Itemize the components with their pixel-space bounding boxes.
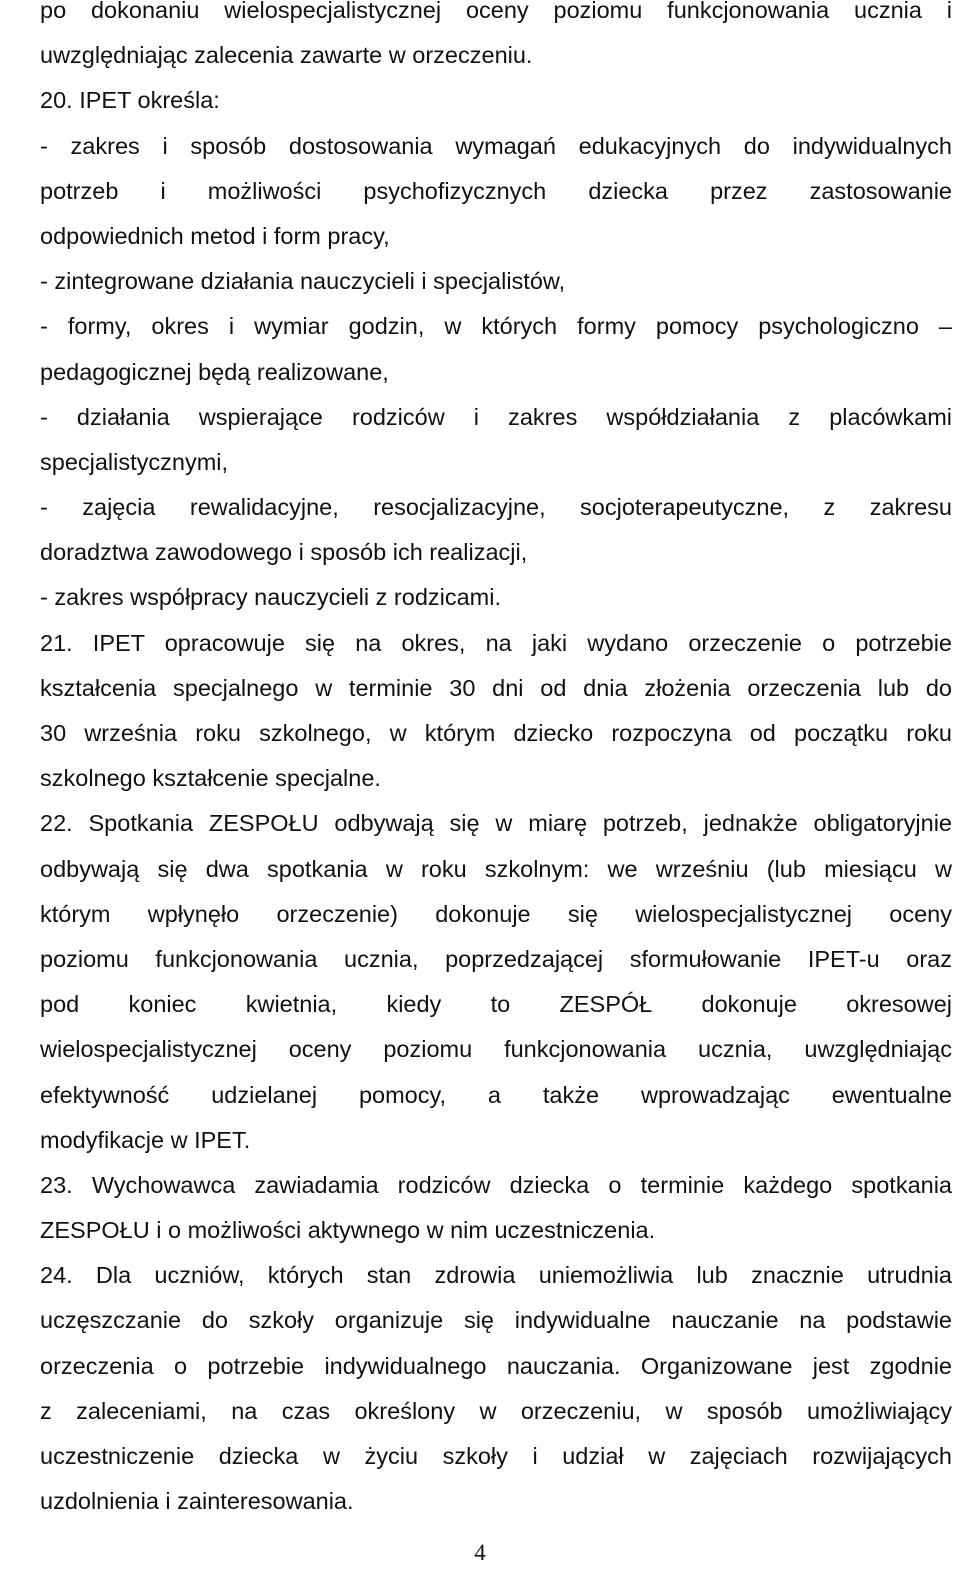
paragraph-22: 22. Spotkania ZESPOŁU odbywają się w miarę potrzeb, jednakże obligatoryjnie [40,810,952,837]
text-line: orzeczenia o potrzebie indywidualnego nauczania. Organizowane jest zgodnie [40,1352,952,1379]
text-line: odpowiednich metod i form pracy, [40,222,390,249]
page-number: 4 [474,1540,486,1565]
text-line: uzdolnienia i zainteresowania. [40,1488,354,1515]
text-line: 30 września roku szkolnego, w którym dziecko rozpoczyna od początku roku [40,720,952,746]
paragraph-24: 24. Dla uczniów, których stan zdrowia uniemożliwia lub znacznie utrudnia [40,1262,952,1289]
text-line: doradztwa zawodowego i sposób ich realizacji, [40,539,528,566]
section-heading-20: 20. IPET określa: [40,87,220,114]
text-line: uwzględniając zalecenia zawarte w orzeczeniu. [40,42,533,69]
list-item: - zajęcia rewalidacyjne, resocjalizacyjne, socjoterapeutyczne, z zakresu [40,494,952,521]
text-line: wielospecjalistycznej oceny poziomu funkcjonowania ucznia, uwzględniając [40,1036,952,1063]
text-line: poziomu funkcjonowania ucznia, poprzedzającej sformułowanie IPET-u oraz [40,945,952,972]
text-line: po dokonaniu wielospecjalistycznej oceny poziomu funkcjonowania ucznia i [40,0,952,23]
paragraph-23: 23. Wychowawca zawiadamia rodziców dziecka o terminie każdego spotkania [40,1171,952,1198]
text-line: szkolnego kształcenie specjalne. [40,765,381,792]
text-line: potrzeb i możliwości psychofizycznych dziecka przez zastosowanie [40,177,952,204]
text-line: specjalistycznymi, [40,448,229,475]
text-line: ZESPOŁU i o możliwości aktywnego w nim uczestniczenia. [40,1217,656,1244]
text-line: odbywają się dwa spotkania w roku szkolnym: we wrześniu (lub miesiącu w [40,855,952,882]
text-line: efektywność udzielanej pomocy, a także wprowadzając ewentualne [40,1081,952,1108]
paragraph-21: 21. IPET opracowuje się na okres, na jaki wydano orzeczenie o potrzebie [40,629,952,656]
text-line: pedagogicznej będą realizowane, [40,358,389,385]
list-item: - działania wspierające rodziców i zakres współdziałania z placówkami [40,403,952,430]
text-line: kształcenia specjalnego w terminie 30 dni od dnia złożenia orzeczenia lub do [40,674,952,701]
list-item: - zintegrowane działania nauczycieli i specjalistów, [40,268,566,295]
list-item: - formy, okres i wymiar godzin, w których formy pomocy psychologiczno – [40,313,952,340]
document-body [40,0,952,1524]
text-line: którym wpłynęło orzeczenie) dokonuje się wielospecjalistycznej oceny [40,900,952,927]
text-line: pod koniec kwietnia, kiedy to ZESPÓŁ dokonuje okresowej [40,991,952,1018]
text-line: modyfikacje w IPET. [40,1126,251,1153]
text-line: uczęszczanie do szkoły organizuje się indywidualne nauczanie na podstawie [40,1307,952,1334]
text-line: uczestniczenie dziecka w życiu szkoły i udział w zajęciach rozwijających [40,1443,952,1469]
list-item: - zakres współpracy nauczycieli z rodzicami. [40,584,502,611]
text-line: z zaleceniami, na czas określony w orzeczeniu, w sposób umożliwiający [40,1397,952,1424]
list-item: - zakres i sposób dostosowania wymagań edukacyjnych do indywidualnych [40,132,952,159]
